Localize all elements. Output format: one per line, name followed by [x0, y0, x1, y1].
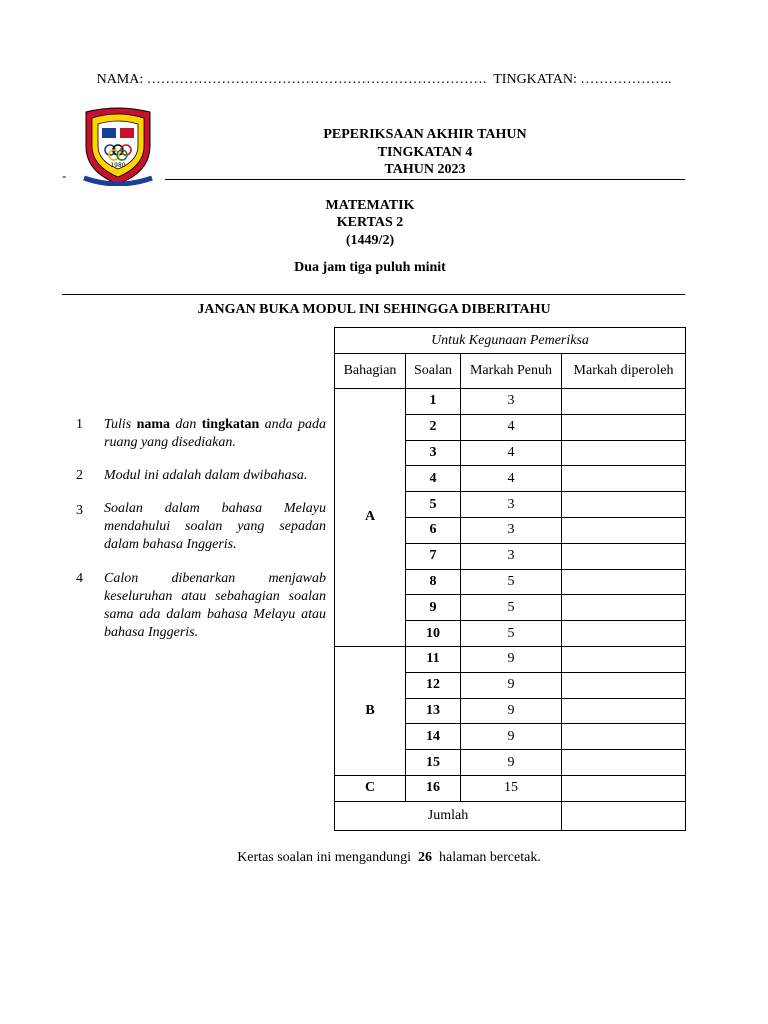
page-count-number: 26	[417, 850, 432, 865]
full-marks: 5	[461, 621, 562, 647]
question-number: 8	[406, 569, 461, 595]
obtained-marks-cell[interactable]	[562, 724, 686, 750]
exam-form-level: TINGKATAN 4	[377, 145, 473, 160]
question-number: 1	[406, 389, 461, 415]
instruction-number: 3	[76, 503, 83, 518]
exam-title: PEPERIKSAAN AKHIR TAHUN	[323, 127, 527, 142]
obtained-marks-cell[interactable]	[562, 466, 686, 492]
instruction-3	[76, 500, 326, 556]
question-number: 7	[406, 543, 461, 569]
page-count-note	[0, 850, 768, 866]
header-bahagian: Bahagian	[335, 354, 406, 389]
full-marks: 9	[461, 646, 562, 672]
full-marks: 9	[461, 698, 562, 724]
tingkatan-label: TINGKATAN:	[493, 72, 577, 87]
table-row	[335, 775, 686, 801]
instruction-text: Calon dibenarkan menjawab keseluruhan atau sebahagian soalan sama ada dalam bahasa Melayu atau bahasa Inggeris.	[104, 571, 326, 640]
full-marks: 9	[461, 672, 562, 698]
instruction-text: Modul ini adalah dalam dwibahasa.	[104, 468, 308, 483]
obtained-marks-cell[interactable]	[562, 389, 686, 415]
full-marks: 3	[461, 543, 562, 569]
instruction-4	[76, 570, 326, 644]
obtained-marks-cell[interactable]	[562, 646, 686, 672]
school-crest-icon	[78, 106, 158, 186]
table-row	[335, 389, 686, 415]
full-marks: 5	[461, 569, 562, 595]
obtained-marks-cell[interactable]	[562, 750, 686, 776]
question-number: 9	[406, 595, 461, 621]
paper-code: (1449/2)	[345, 233, 395, 248]
left-dash: -	[62, 168, 67, 183]
section-name: C	[335, 775, 406, 801]
instruction-1	[76, 416, 326, 456]
obtained-marks-cell[interactable]	[562, 569, 686, 595]
duration-text: Dua jam tiga puluh minit	[294, 260, 446, 275]
paper-number: KERTAS 2	[336, 215, 404, 230]
instruction-number: 1	[76, 417, 83, 432]
question-number: 13	[406, 698, 461, 724]
question-number: 15	[406, 750, 461, 776]
question-number: 10	[406, 621, 461, 647]
instruction-text: Soalan dalam bahasa Melayu mendahului soalan yang sepadan dalam bahasa Inggeris.	[104, 501, 326, 552]
section-name: B	[335, 646, 406, 775]
obtained-marks-cell[interactable]	[562, 440, 686, 466]
full-marks: 9	[461, 724, 562, 750]
instruction-number: 2	[76, 468, 83, 483]
question-number: 12	[406, 672, 461, 698]
question-number: 11	[406, 646, 461, 672]
nama-field[interactable]: ……………………………………………………………….	[146, 72, 487, 87]
section-name: A	[335, 389, 406, 647]
instruction-number: 4	[76, 571, 83, 586]
section-rule	[62, 294, 685, 295]
header-markah-penuh: Markah Penuh	[461, 354, 562, 389]
instruction-bold-nama: nama	[136, 417, 171, 432]
total-label: Jumlah	[335, 801, 562, 830]
subject-title: MATEMATIK	[325, 198, 415, 213]
crest-year: 1980	[110, 162, 126, 169]
question-number: 16	[406, 775, 461, 801]
table-row	[335, 646, 686, 672]
header-markah-diperoleh: Markah diperoleh	[562, 354, 686, 389]
page-count-suffix: halaman bercetak.	[438, 850, 541, 865]
obtained-marks-cell[interactable]	[562, 543, 686, 569]
header-rule	[165, 179, 685, 180]
obtained-marks-cell[interactable]	[562, 414, 686, 440]
tingkatan-field[interactable]: ………………..	[580, 72, 672, 87]
instruction-2	[76, 467, 326, 487]
examiner-marks-table	[334, 327, 686, 831]
obtained-marks-cell[interactable]	[562, 621, 686, 647]
obtained-marks-cell[interactable]	[562, 517, 686, 543]
full-marks: 5	[461, 595, 562, 621]
instruction-text: Tulis	[104, 417, 132, 432]
full-marks: 4	[461, 414, 562, 440]
name-form-line	[0, 72, 768, 88]
question-number: 2	[406, 414, 461, 440]
obtained-marks-cell[interactable]	[562, 698, 686, 724]
full-marks: 3	[461, 492, 562, 518]
question-number: 5	[406, 492, 461, 518]
question-number: 14	[406, 724, 461, 750]
page-count-prefix: Kertas soalan ini mengandungi	[237, 850, 411, 865]
table-caption: Untuk Kegunaan Pemeriksa	[335, 328, 686, 354]
full-marks: 15	[461, 775, 562, 801]
exam-year: TAHUN 2023	[384, 162, 466, 177]
obtained-marks-cell[interactable]	[562, 595, 686, 621]
total-obtained-cell[interactable]	[562, 801, 686, 830]
question-number: 4	[406, 466, 461, 492]
total-row	[335, 801, 686, 830]
obtained-marks-cell[interactable]	[562, 492, 686, 518]
do-not-open-warning: JANGAN BUKA MODUL INI SEHINGGA DIBERITAHU	[197, 302, 551, 317]
full-marks: 4	[461, 466, 562, 492]
obtained-marks-cell[interactable]	[562, 672, 686, 698]
header-soalan: Soalan	[406, 354, 461, 389]
nama-label: NAMA:	[96, 72, 144, 87]
table-header-row	[335, 354, 686, 389]
question-number: 6	[406, 517, 461, 543]
question-number: 3	[406, 440, 461, 466]
full-marks: 4	[461, 440, 562, 466]
instruction-text: anda pada ruang yang disediakan.	[104, 417, 326, 450]
obtained-marks-cell[interactable]	[562, 775, 686, 801]
instruction-bold-tingkatan: tingkatan	[201, 417, 260, 432]
instruction-text: dan	[175, 417, 197, 432]
full-marks: 9	[461, 750, 562, 776]
full-marks: 3	[461, 517, 562, 543]
full-marks: 3	[461, 389, 562, 415]
table-caption-row	[335, 328, 686, 354]
